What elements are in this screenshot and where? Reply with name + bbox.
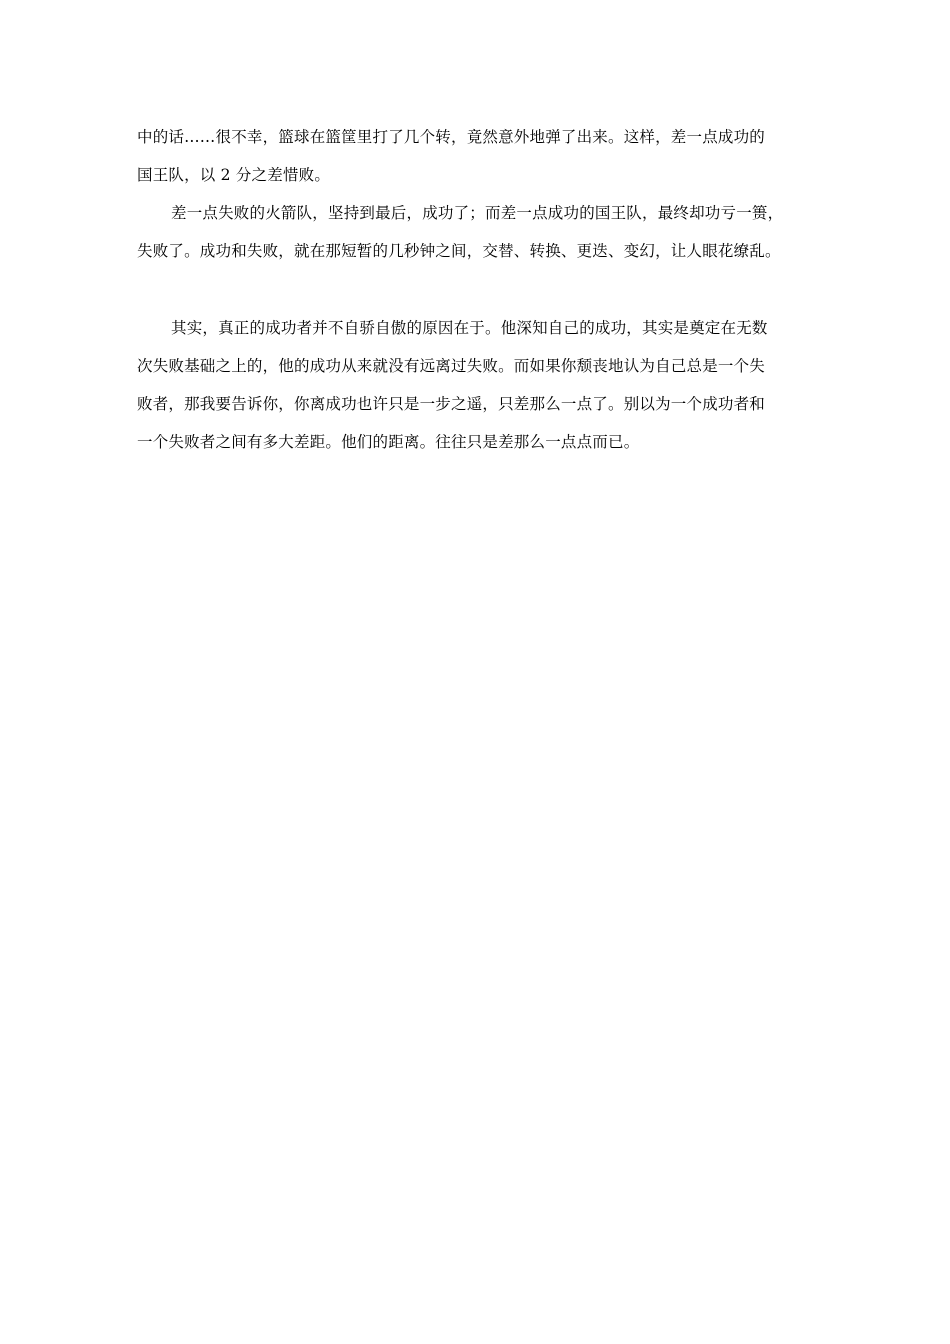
paragraph-line: 败者，那我要告诉你，你离成功也许只是一步之遥，只差那么一点了。别以为一个成功者和 xyxy=(137,395,766,413)
paragraph-line: 差一点失败的火箭队，坚持到最后，成功了；而差一点成功的国王队，最终却功亏一篑， xyxy=(171,204,784,222)
paragraph-2 xyxy=(137,194,817,270)
paragraph-line: 其实，真正的成功者并不自骄自傲的原因在于。他深知自己的成功，其实是奠定在无数 xyxy=(171,319,768,337)
paragraph-line: 次失败基础之上的，他的成功从来就没有远离过失败。而如果你颓丧地认为自己总是一个失 xyxy=(137,357,766,375)
paragraph-line: 一个失败者之间有多大差距。他们的距离。往往只是差那么一点点而已。 xyxy=(137,433,640,451)
text-block-bottom xyxy=(137,309,817,461)
paragraph-3 xyxy=(137,309,817,461)
paragraph-line: 失败了。成功和失败，就在那短暂的几秒钟之间，交替、转换、更迭、变幻，让人眼花缭乱。 xyxy=(137,242,781,260)
text-block-top xyxy=(137,118,817,270)
paragraph-line: 中的话……很不幸，篮球在篮筐里打了几个转，竟然意外地弹了出来。这样，差一点成功的 xyxy=(137,128,766,146)
paragraph-line: 国王队，以 2 分之差惜败。 xyxy=(137,166,331,184)
paragraph-1 xyxy=(137,118,817,194)
